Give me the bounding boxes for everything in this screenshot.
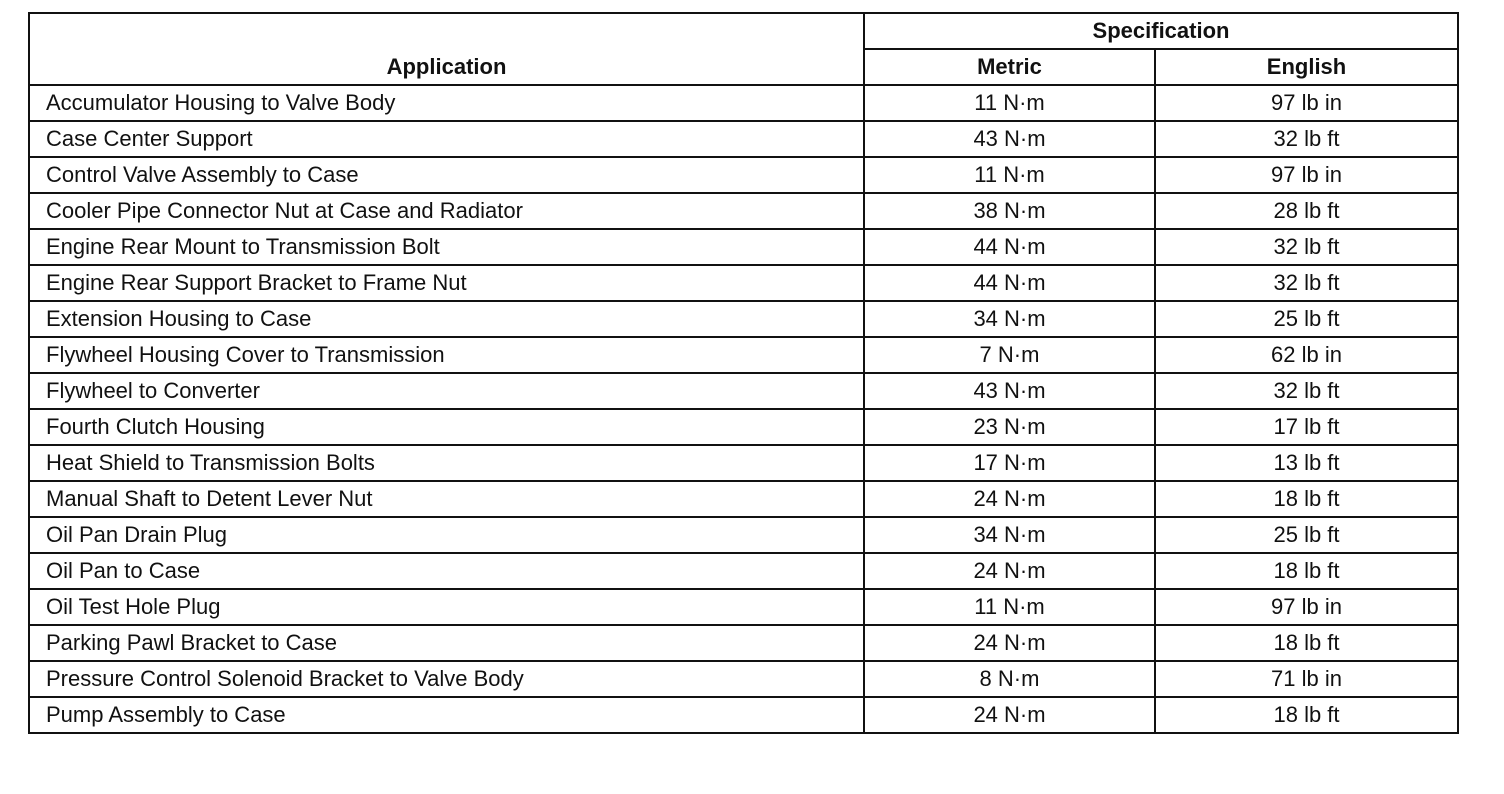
cell-english: 71 lb in [1155,661,1458,697]
table-row [29,229,1458,265]
cell-english: 18 lb ft [1155,625,1458,661]
cell-metric: 44 N·m [864,265,1155,301]
cell-application: Fourth Clutch Housing [29,409,864,445]
cell-english: 18 lb ft [1155,553,1458,589]
cell-metric: 38 N·m [864,193,1155,229]
table-row [29,445,1458,481]
cell-english: 25 lb ft [1155,517,1458,553]
torque-specification-table [28,12,1459,734]
cell-english: 62 lb in [1155,337,1458,373]
cell-application: Pump Assembly to Case [29,697,864,733]
cell-english: 18 lb ft [1155,481,1458,517]
table-row [29,517,1458,553]
cell-application: Pressure Control Solenoid Bracket to Valve Body [29,661,864,697]
table-row [29,661,1458,697]
cell-application: Oil Test Hole Plug [29,589,864,625]
cell-application: Engine Rear Mount to Transmission Bolt [29,229,864,265]
cell-metric: 24 N·m [864,625,1155,661]
table-row [29,589,1458,625]
table-row [29,553,1458,589]
table-row [29,193,1458,229]
table-row [29,301,1458,337]
cell-metric: 34 N·m [864,301,1155,337]
cell-metric: 24 N·m [864,697,1155,733]
cell-metric: 11 N·m [864,589,1155,625]
table-row [29,157,1458,193]
cell-application: Oil Pan Drain Plug [29,517,864,553]
table-row [29,121,1458,157]
cell-english: 32 lb ft [1155,229,1458,265]
cell-english: 32 lb ft [1155,373,1458,409]
table-row [29,337,1458,373]
cell-metric: 11 N·m [864,157,1155,193]
cell-metric: 44 N·m [864,229,1155,265]
cell-english: 25 lb ft [1155,301,1458,337]
cell-metric: 43 N·m [864,373,1155,409]
cell-english: 18 lb ft [1155,697,1458,733]
cell-application: Flywheel to Converter [29,373,864,409]
cell-application: Heat Shield to Transmission Bolts [29,445,864,481]
cell-metric: 7 N·m [864,337,1155,373]
cell-application: Engine Rear Support Bracket to Frame Nut [29,265,864,301]
cell-metric: 24 N·m [864,553,1155,589]
cell-metric: 34 N·m [864,517,1155,553]
table-body [29,85,1458,733]
cell-english: 32 lb ft [1155,265,1458,301]
cell-english: 97 lb in [1155,85,1458,121]
table-row [29,697,1458,733]
column-header-application: Application [29,13,864,85]
header-row-top [29,13,1458,49]
column-header-specification: Specification [864,13,1458,49]
column-header-english: English [1155,49,1458,85]
cell-application: Case Center Support [29,121,864,157]
table-row [29,625,1458,661]
cell-english: 13 lb ft [1155,445,1458,481]
table-header [29,13,1458,85]
cell-metric: 8 N·m [864,661,1155,697]
cell-application: Manual Shaft to Detent Lever Nut [29,481,864,517]
cell-application: Control Valve Assembly to Case [29,157,864,193]
cell-metric: 23 N·m [864,409,1155,445]
table-row [29,409,1458,445]
cell-metric: 11 N·m [864,85,1155,121]
cell-english: 17 lb ft [1155,409,1458,445]
cell-application: Flywheel Housing Cover to Transmission [29,337,864,373]
cell-application: Parking Pawl Bracket to Case [29,625,864,661]
cell-metric: 17 N·m [864,445,1155,481]
cell-english: 97 lb in [1155,589,1458,625]
cell-application: Oil Pan to Case [29,553,864,589]
cell-application: Extension Housing to Case [29,301,864,337]
table-row [29,481,1458,517]
cell-metric: 24 N·m [864,481,1155,517]
column-header-metric: Metric [864,49,1155,85]
cell-english: 32 lb ft [1155,121,1458,157]
cell-english: 28 lb ft [1155,193,1458,229]
cell-application: Accumulator Housing to Valve Body [29,85,864,121]
table-row [29,373,1458,409]
cell-english: 97 lb in [1155,157,1458,193]
cell-application: Cooler Pipe Connector Nut at Case and Radiator [29,193,864,229]
table-row [29,85,1458,121]
cell-metric: 43 N·m [864,121,1155,157]
table-row [29,265,1458,301]
